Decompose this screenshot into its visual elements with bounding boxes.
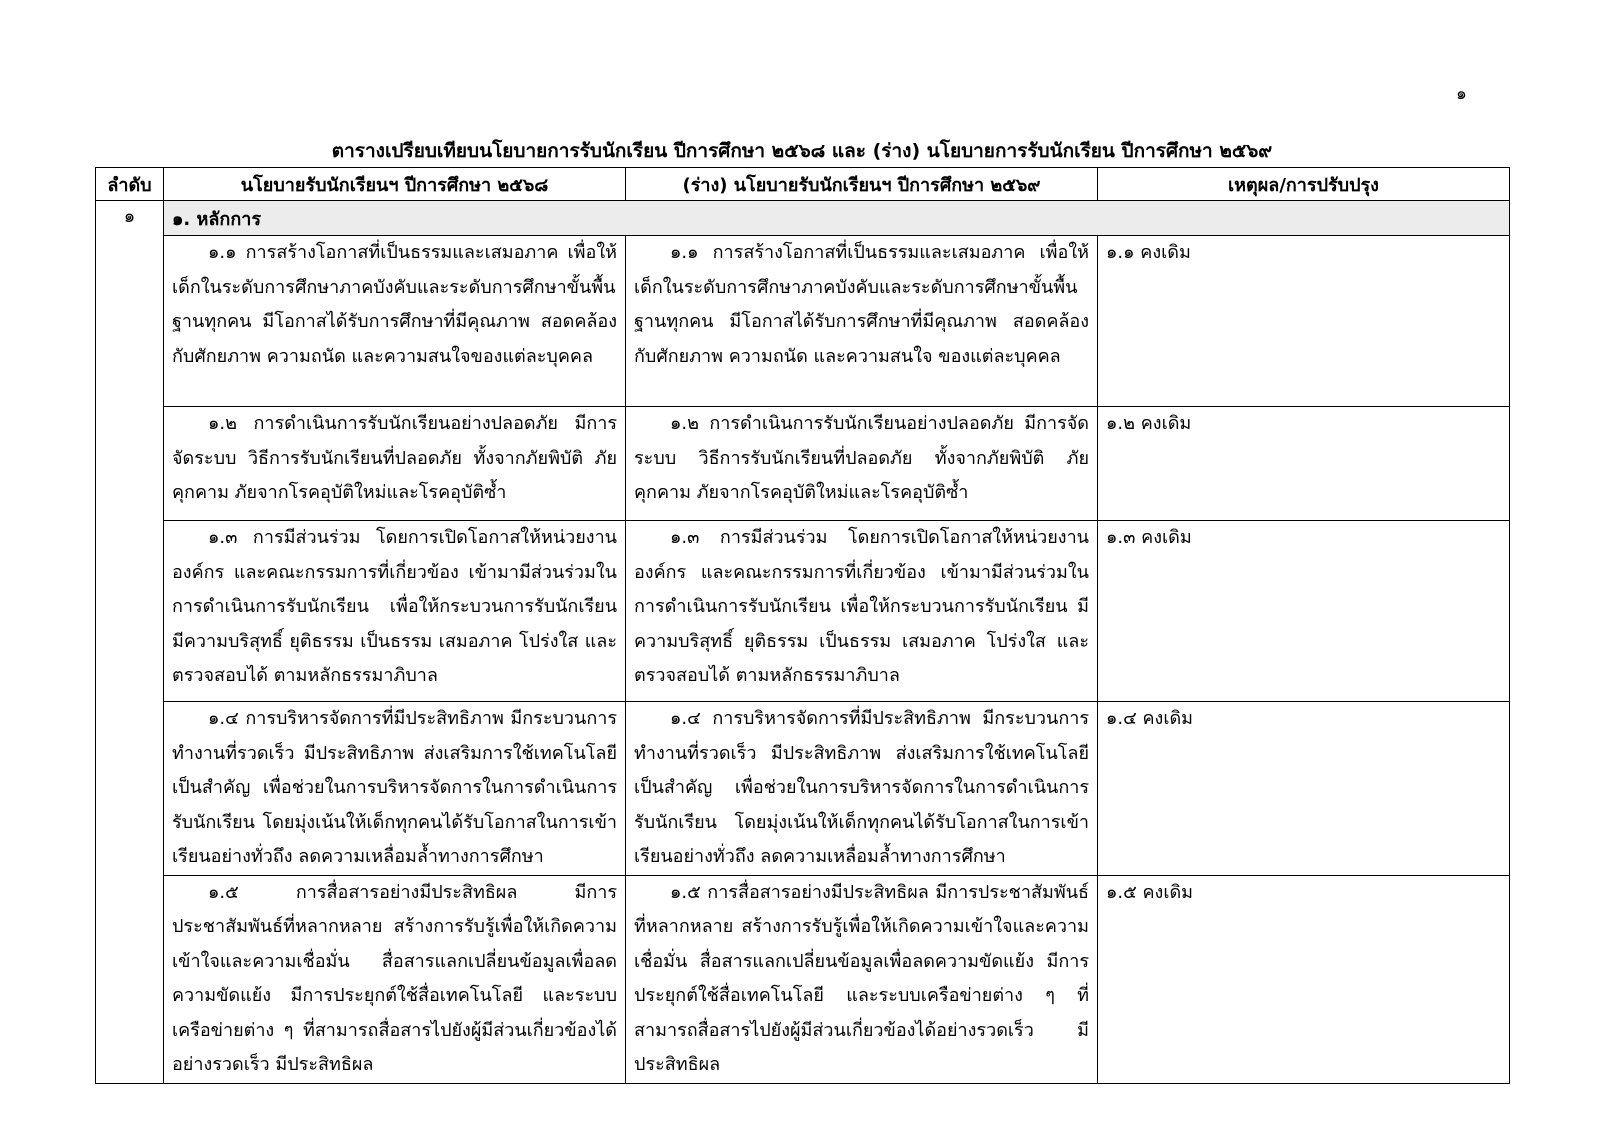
section-number: ๑: [96, 201, 164, 1084]
section-row: [96, 201, 1510, 236]
policy-2569-cell: ๑.๔ การบริหารจัดการที่มีประสิทธิภาพ มีกระบวนการทำงานที่รวดเร็ว มีประสิทธิภาพ ส่งเสริมการใช้เทคโนโลยีเป็นสำคัญ เพื่อช่วยในการบริหารจัดการในการดำเนินการรับนักเรียน โดยมุ่งเน้นให้เด็กทุกคนได้รับโอกาสในการเข้าเรียนอย่างทั่วถึง ลดความเหลื่อมล้ำทางการศึกษา: [626, 702, 1098, 876]
header-no: ลำดับ: [96, 168, 164, 201]
header-reason: เหตุผล/การปรับปรุง: [1098, 168, 1510, 201]
reason-cell: ๑.๑ คงเดิม: [1098, 236, 1510, 407]
policy-2568-cell: ๑.๔ การบริหารจัดการที่มีประสิทธิภาพ มีกระบวนการทำงานที่รวดเร็ว มีประสิทธิภาพ ส่งเสริมการใช้เทคโนโลยีเป็นสำคัญ เพื่อช่วยในการบริหารจัดการในการดำเนินการรับนักเรียน โดยมุ่งเน้นให้เด็กทุกคนได้รับโอกาสในการเข้าเรียนอย่างทั่วถึง ลดความเหลื่อมล้ำทางการศึกษา: [164, 702, 626, 876]
reason-cell: ๑.๔ คงเดิม: [1098, 702, 1510, 876]
table-row: [96, 521, 1510, 702]
policy-2569-cell: ๑.๓ การมีส่วนร่วม โดยการเปิดโอกาสให้หน่วยงาน องค์กร และคณะกรรมการที่เกี่ยวข้อง เข้ามามีส่วนร่วมในการดำเนินการรับนักเรียน เพื่อให้กระบวนการรับนักเรียน มีความบริสุทธิ์ ยุติธรรม เป็นธรรม เสมอภาค โปร่งใส และตรวจสอบได้ ตามหลักธรรมาภิบาล: [626, 521, 1098, 702]
policy-2568-cell: ๑.๓ การมีส่วนร่วม โดยการเปิดโอกาสให้หน่วยงาน องค์กร และคณะกรรมการที่เกี่ยวข้อง เข้ามามีส่วนร่วมในการดำเนินการรับนักเรียน เพื่อให้กระบวนการรับนักเรียน มีความบริสุทธิ์ ยุติธรรม เป็นธรรม เสมอภาค โปร่งใส และตรวจสอบได้ ตามหลักธรรมาภิบาล: [164, 521, 626, 702]
policy-2569-cell: ๑.๕ การสื่อสารอย่างมีประสิทธิผล มีการประชาสัมพันธ์ที่หลากหลาย สร้างการรับรู้เพื่อให้เกิดความเข้าใจและความเชื่อมั่น สื่อสารแลกเปลี่ยนข้อมูลเพื่อลดความขัดแย้ง มีการประยุกต์ใช้สื่อเทคโนโลยี และระบบเครือข่ายต่าง ๆ ที่สามารถสื่อสารไปยังผู้มีส่วนเกี่ยวข้องได้อย่างรวดเร็ว มีประสิทธิผล: [626, 875, 1098, 1083]
reason-cell: ๑.๕ คงเดิม: [1098, 875, 1510, 1083]
policy-2568-cell: ๑.๒ การดำเนินการรับนักเรียนอย่างปลอดภัย มีการจัดระบบ วิธีการรับนักเรียนที่ปลอดภัย ทั้งจากภัยพิบัติ ภัยคุกคาม ภัยจากโรคอุบัติใหม่และโรคอุบัติซ้ำ: [164, 407, 626, 521]
comparison-table: [95, 167, 1510, 1084]
policy-2569-cell: ๑.๑ การสร้างโอกาสที่เป็นธรรมและเสมอภาค เพื่อให้เด็กในระดับการศึกษาภาคบังคับและระดับการศึกษาขั้นพื้นฐานทุกคน มีโอกาสได้รับการศึกษาที่มีคุณภาพ สอดคล้องกับศักยภาพ ความถนัด และความสนใจ ของแต่ละบุคคล: [626, 236, 1098, 407]
document-title: ตารางเปรียบเทียบนโยบายการรับนักเรียน ปีการศึกษา ๒๕๖๘ และ (ร่าง) นโยบายการรับนักเรียน ปีการศึกษา ๒๕๖๙: [331, 140, 1273, 162]
reason-cell: ๑.๓ คงเดิม: [1098, 521, 1510, 702]
policy-2569-cell: ๑.๒ การดำเนินการรับนักเรียนอย่างปลอดภัย มีการจัดระบบ วิธีการรับนักเรียนที่ปลอดภัย ทั้งจากภัยพิบัติ ภัยคุกคาม ภัยจากโรคอุบัติใหม่และโรคอุบัติซ้ำ: [626, 407, 1098, 521]
table-row: [96, 236, 1510, 407]
table-row: [96, 875, 1510, 1083]
table-header-row: [96, 168, 1510, 201]
table-row: [96, 407, 1510, 521]
header-policy-2568: นโยบายรับนักเรียนฯ ปีการศึกษา ๒๕๖๘: [164, 168, 626, 201]
reason-cell: ๑.๒ คงเดิม: [1098, 407, 1510, 521]
policy-2568-cell: ๑.๑ การสร้างโอกาสที่เป็นธรรมและเสมอภาค เพื่อให้เด็กในระดับการศึกษาภาคบังคับและระดับการศึกษาขั้นพื้นฐานทุกคน มีโอกาสได้รับการศึกษาที่มีคุณภาพ สอดคล้องกับศักยภาพ ความถนัด และความสนใจของแต่ละบุคคล: [164, 236, 626, 407]
policy-2568-cell: ๑.๕ การสื่อสารอย่างมีประสิทธิผล มีการประชาสัมพันธ์ที่หลากหลาย สร้างการรับรู้เพื่อให้เกิดความเข้าใจและความเชื่อมั่น สื่อสารแลกเปลี่ยนข้อมูลเพื่อลดความขัดแย้ง มีการประยุกต์ใช้สื่อเทคโนโลยี และระบบเครือข่ายต่าง ๆ ที่สามารถสื่อสารไปยังผู้มีส่วนเกี่ยวข้องได้อย่างรวดเร็ว มีประสิทธิผล: [164, 875, 626, 1083]
page-number: ๑: [1456, 84, 1467, 104]
section-title: ๑. หลักการ: [164, 201, 1510, 236]
table-row: [96, 702, 1510, 876]
header-policy-2569: (ร่าง) นโยบายรับนักเรียนฯ ปีการศึกษา ๒๕๖๙: [626, 168, 1098, 201]
